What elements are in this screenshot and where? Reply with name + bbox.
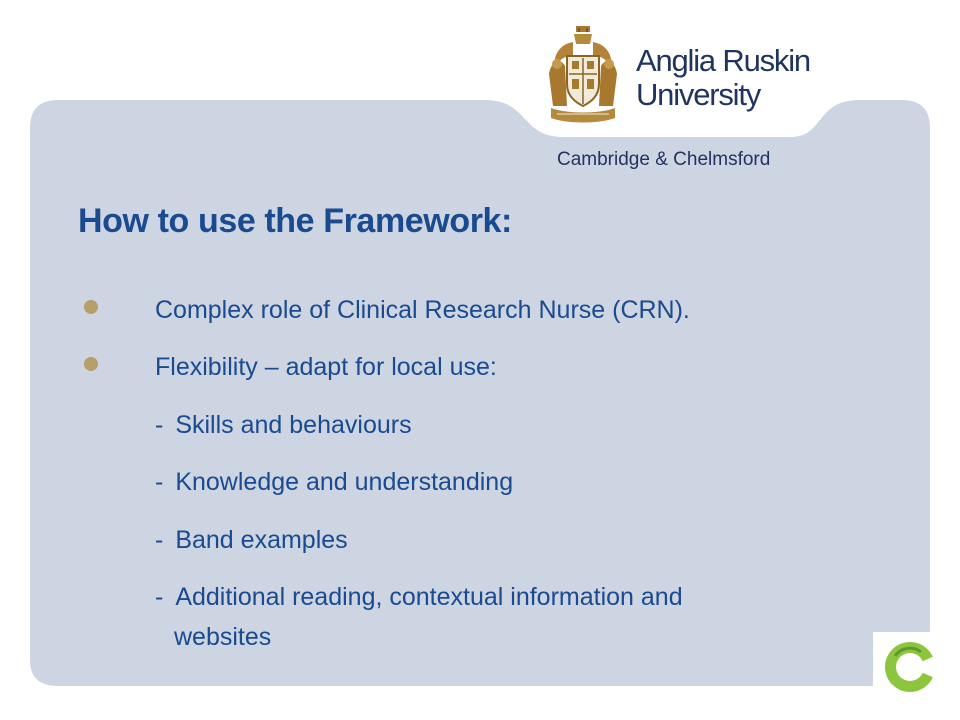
sub-item-dash: -: [155, 526, 164, 554]
university-name-line1: Anglia Ruskin: [636, 43, 810, 78]
bullet-dot-2: [84, 357, 98, 371]
sub-item-4-continuation: websites: [174, 623, 272, 651]
sub-item-2: [155, 468, 513, 497]
corner-logo: [873, 632, 943, 700]
university-name-line2: University: [636, 77, 761, 112]
ring-logo-icon: [873, 632, 943, 700]
sub-item-text: Band examples: [175, 526, 348, 554]
sub-item-4: [155, 583, 683, 612]
university-wordmark: [636, 44, 810, 112]
bullet-text-2: Flexibility – adapt for local use:: [155, 353, 497, 381]
slide-title: How to use the Framework:: [78, 202, 512, 240]
bullet-text-1: Complex role of Clinical Research Nurse (CRN).: [155, 296, 690, 324]
sub-item-dash: -: [155, 583, 164, 611]
sub-item-text: Knowledge and understanding: [175, 468, 514, 496]
sub-item-dash: -: [155, 411, 164, 439]
sub-item-text: Additional reading, contextual information and: [175, 583, 683, 611]
university-crest-icon: [543, 22, 623, 124]
bullet-dot-1: [84, 300, 98, 314]
sub-item-1: [155, 411, 412, 440]
sub-item-dash: -: [155, 468, 164, 496]
sub-item-3: [155, 526, 348, 555]
campus-label: Cambridge & Chelmsford: [557, 149, 771, 170]
sub-item-text: Skills and behaviours: [175, 411, 412, 439]
